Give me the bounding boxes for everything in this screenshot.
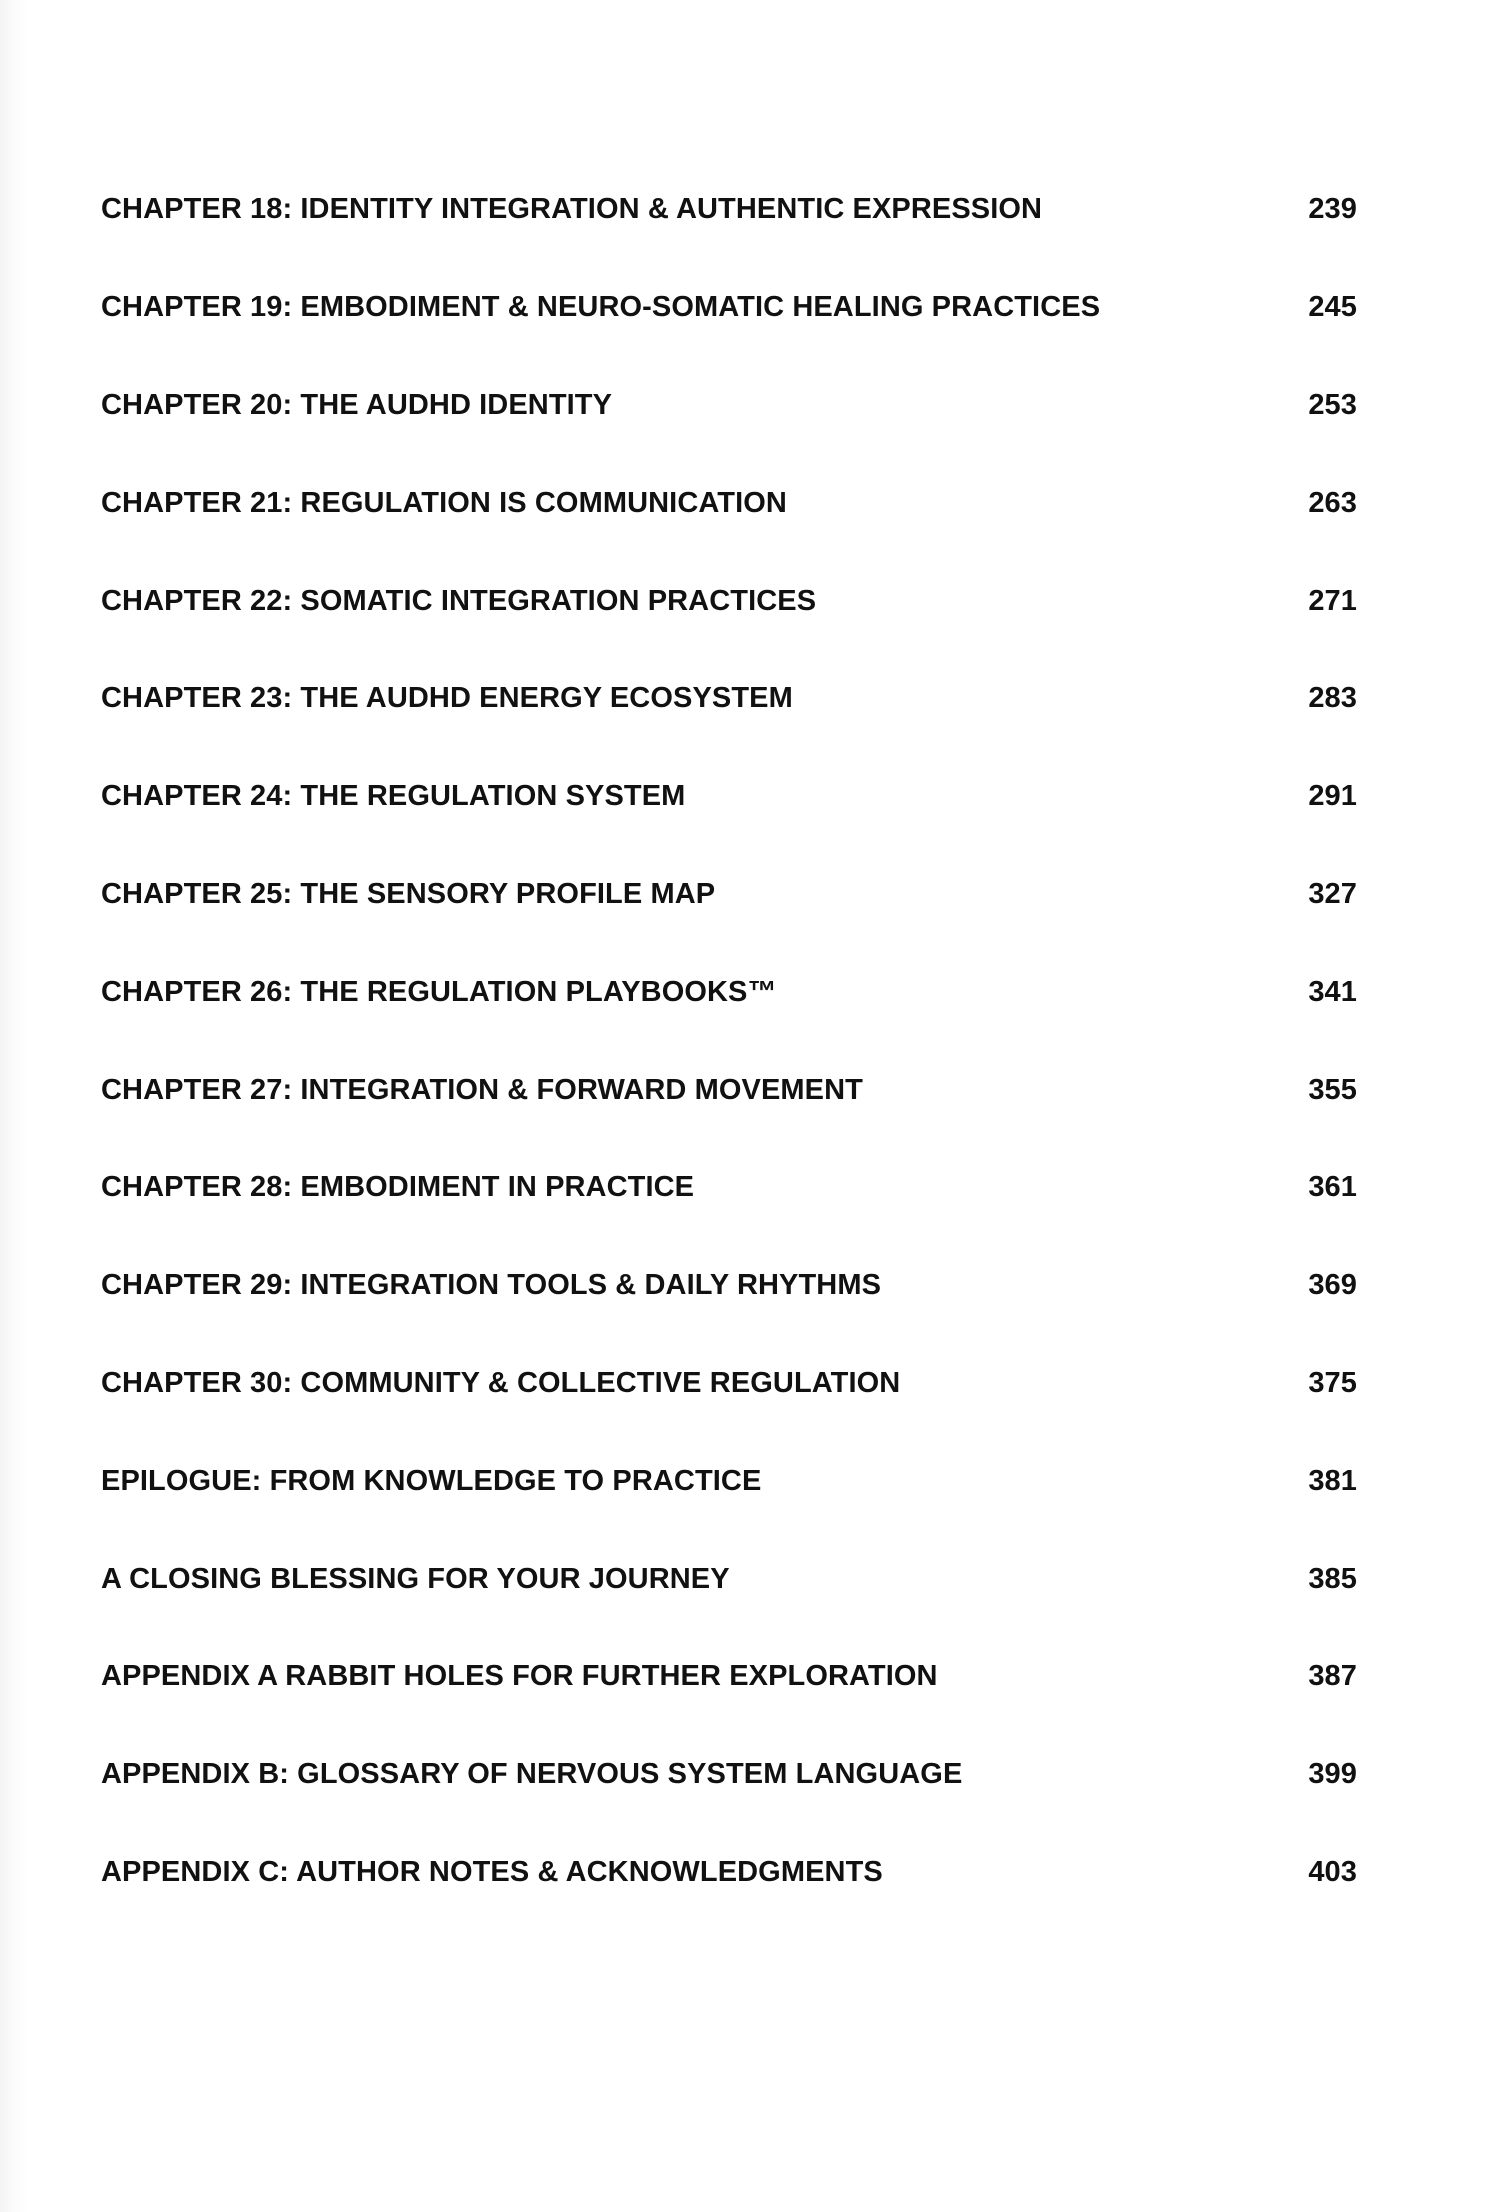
toc-entry-page-number: 263 bbox=[1308, 486, 1357, 519]
toc-entry-page-number: 361 bbox=[1308, 1171, 1357, 1204]
toc-entry-title: CHAPTER 26: THE REGULATION PLAYBOOKS™ bbox=[101, 975, 777, 1008]
toc-entry bbox=[101, 1335, 1357, 1433]
toc-entry-title: CHAPTER 28: EMBODIMENT IN PRACTICE bbox=[101, 1171, 695, 1204]
toc-entry-page-number: 291 bbox=[1308, 780, 1357, 813]
toc-entry bbox=[101, 1824, 1357, 1922]
toc-entry-page-number: 283 bbox=[1308, 682, 1357, 715]
toc-entry-page-number: 327 bbox=[1308, 877, 1357, 910]
toc-entry-page-number: 399 bbox=[1308, 1758, 1357, 1791]
table-of-contents bbox=[101, 161, 1357, 1921]
toc-entry-title: EPILOGUE: FROM KNOWLEDGE TO PRACTICE bbox=[101, 1464, 762, 1497]
toc-entry bbox=[101, 259, 1357, 357]
toc-entry-title: CHAPTER 22: SOMATIC INTEGRATION PRACTICES bbox=[101, 584, 817, 617]
toc-entry bbox=[101, 454, 1357, 552]
toc-entry-title: CHAPTER 30: COMMUNITY & COLLECTIVE REGULATION bbox=[101, 1366, 901, 1399]
toc-entry bbox=[101, 1139, 1357, 1237]
toc-entry-page-number: 403 bbox=[1308, 1855, 1357, 1888]
toc-entry-page-number: 385 bbox=[1308, 1562, 1357, 1595]
toc-entry-title: A CLOSING BLESSING FOR YOUR JOURNEY bbox=[101, 1562, 730, 1595]
toc-entry-page-number: 239 bbox=[1308, 193, 1357, 226]
toc-entry-title: APPENDIX A RABBIT HOLES FOR FURTHER EXPLORATION bbox=[101, 1660, 938, 1693]
toc-entry bbox=[101, 1237, 1357, 1335]
toc-entry bbox=[101, 1726, 1357, 1824]
toc-entry-page-number: 369 bbox=[1308, 1269, 1357, 1302]
toc-entry bbox=[101, 1432, 1357, 1530]
toc-entry-title: CHAPTER 19: EMBODIMENT & NEURO-SOMATIC HEALING PRACTICES bbox=[101, 291, 1101, 324]
toc-entry-title: CHAPTER 18: IDENTITY INTEGRATION & AUTHENTIC EXPRESSION bbox=[101, 193, 1043, 226]
toc-entry bbox=[101, 1628, 1357, 1726]
toc-entry bbox=[101, 161, 1357, 259]
toc-entry-title: CHAPTER 24: THE REGULATION SYSTEM bbox=[101, 780, 686, 813]
toc-entry bbox=[101, 650, 1357, 748]
toc-entry-title: CHAPTER 20: THE AUDHD IDENTITY bbox=[101, 388, 613, 421]
toc-entry-page-number: 387 bbox=[1308, 1660, 1357, 1693]
toc-entry-title: CHAPTER 21: REGULATION IS COMMUNICATION bbox=[101, 486, 787, 519]
toc-entry bbox=[101, 748, 1357, 846]
toc-entry-page-number: 355 bbox=[1308, 1073, 1357, 1106]
toc-entry bbox=[101, 1041, 1357, 1139]
toc-entry bbox=[101, 357, 1357, 455]
toc-entry-page-number: 381 bbox=[1308, 1464, 1357, 1497]
toc-entry-page-number: 253 bbox=[1308, 388, 1357, 421]
toc-entry-title: CHAPTER 27: INTEGRATION & FORWARD MOVEMENT bbox=[101, 1073, 863, 1106]
toc-entry-title: CHAPTER 25: THE SENSORY PROFILE MAP bbox=[101, 877, 716, 910]
toc-entry-title: APPENDIX C: AUTHOR NOTES & ACKNOWLEDGMENTS bbox=[101, 1855, 883, 1888]
toc-entry-page-number: 341 bbox=[1308, 975, 1357, 1008]
toc-entry-page-number: 245 bbox=[1308, 291, 1357, 324]
toc-entry bbox=[101, 1530, 1357, 1628]
toc-entry-title: CHAPTER 23: THE AUDHD ENERGY ECOSYSTEM bbox=[101, 682, 793, 715]
toc-entry bbox=[101, 552, 1357, 650]
toc-entry-page-number: 271 bbox=[1308, 584, 1357, 617]
toc-entry-page-number: 375 bbox=[1308, 1366, 1357, 1399]
toc-entry bbox=[101, 943, 1357, 1041]
toc-entry-title: APPENDIX B: GLOSSARY OF NERVOUS SYSTEM LANGUAGE bbox=[101, 1758, 963, 1791]
toc-entry bbox=[101, 846, 1357, 944]
toc-entry-title: CHAPTER 29: INTEGRATION TOOLS & DAILY RHYTHMS bbox=[101, 1269, 882, 1302]
